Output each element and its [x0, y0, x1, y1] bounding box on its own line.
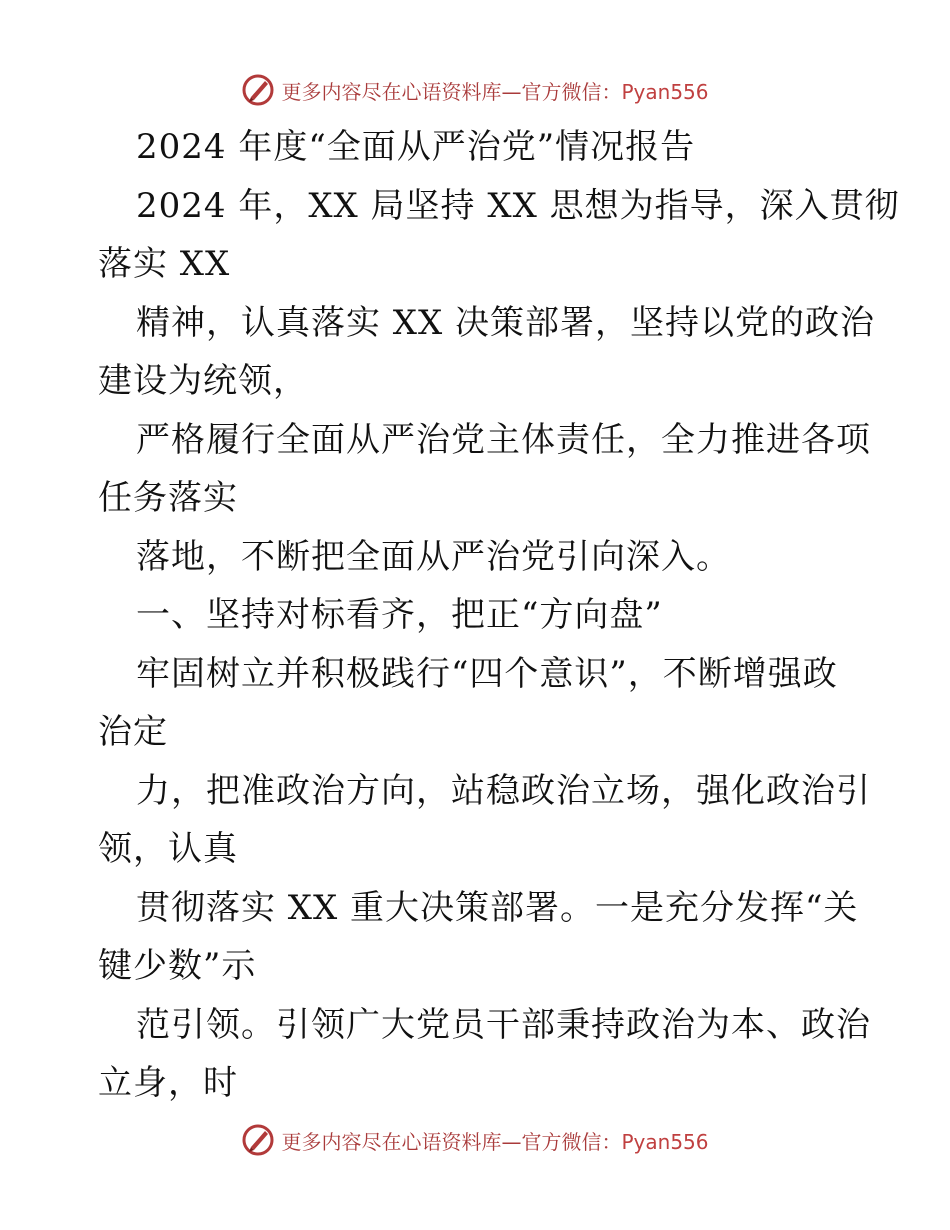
document-line: 力，把准政治方向，站稳政治立场，强化政治引 — [136, 770, 871, 811]
watermark-text: 更多内容尽在心语资料库—官方微信：Pyan556 — [281, 79, 709, 104]
document-line: 落地，不断把全面从严治党引向深入。 — [136, 536, 731, 577]
document-line: 精神，认真落实 XX 决策部署，坚持以党的政治 — [136, 302, 876, 343]
document-line: 立身，时 — [98, 1063, 238, 1103]
watermark-handle: Pyan556 — [621, 79, 709, 104]
document-line: 贯彻落实 XX 重大决策部署。一是充分发挥“关 — [136, 887, 859, 928]
document-body — [98, 118, 900, 1113]
pen-logo-icon — [241, 73, 275, 107]
document-line: 任务落实 — [98, 478, 238, 518]
watermark-banner-top — [0, 70, 950, 110]
document-line: 范引领。引领广大党员干部秉持政治为本、政治 — [136, 1004, 871, 1045]
document-line: 牢固树立并积极践行“四个意识”，不断增强政 — [136, 653, 838, 694]
watermark-banner-bottom — [0, 1120, 950, 1160]
watermark-handle: Pyan556 — [621, 1129, 709, 1154]
document-line: 治定 — [98, 712, 168, 752]
document-line: 落实 XX — [98, 244, 231, 284]
document-line: 一、坚持对标看齐，把正“方向盘” — [136, 595, 663, 635]
watermark-text: 更多内容尽在心语资料库—官方微信：Pyan556 — [281, 1129, 709, 1154]
pen-logo-icon — [241, 1123, 275, 1157]
document-line: 2024 年度“全面从严治党”情况报告 — [136, 127, 696, 167]
document-line: 严格履行全面从严治党主体责任，全力推进各项 — [136, 419, 871, 460]
document-line: 2024 年，XX 局坚持 XX 思想为指导，深入贯彻 — [136, 185, 900, 226]
document-line: 键少数”示 — [98, 946, 257, 986]
document-line: 建设为统领， — [98, 361, 308, 401]
document-line: 领，认真 — [98, 829, 238, 869]
